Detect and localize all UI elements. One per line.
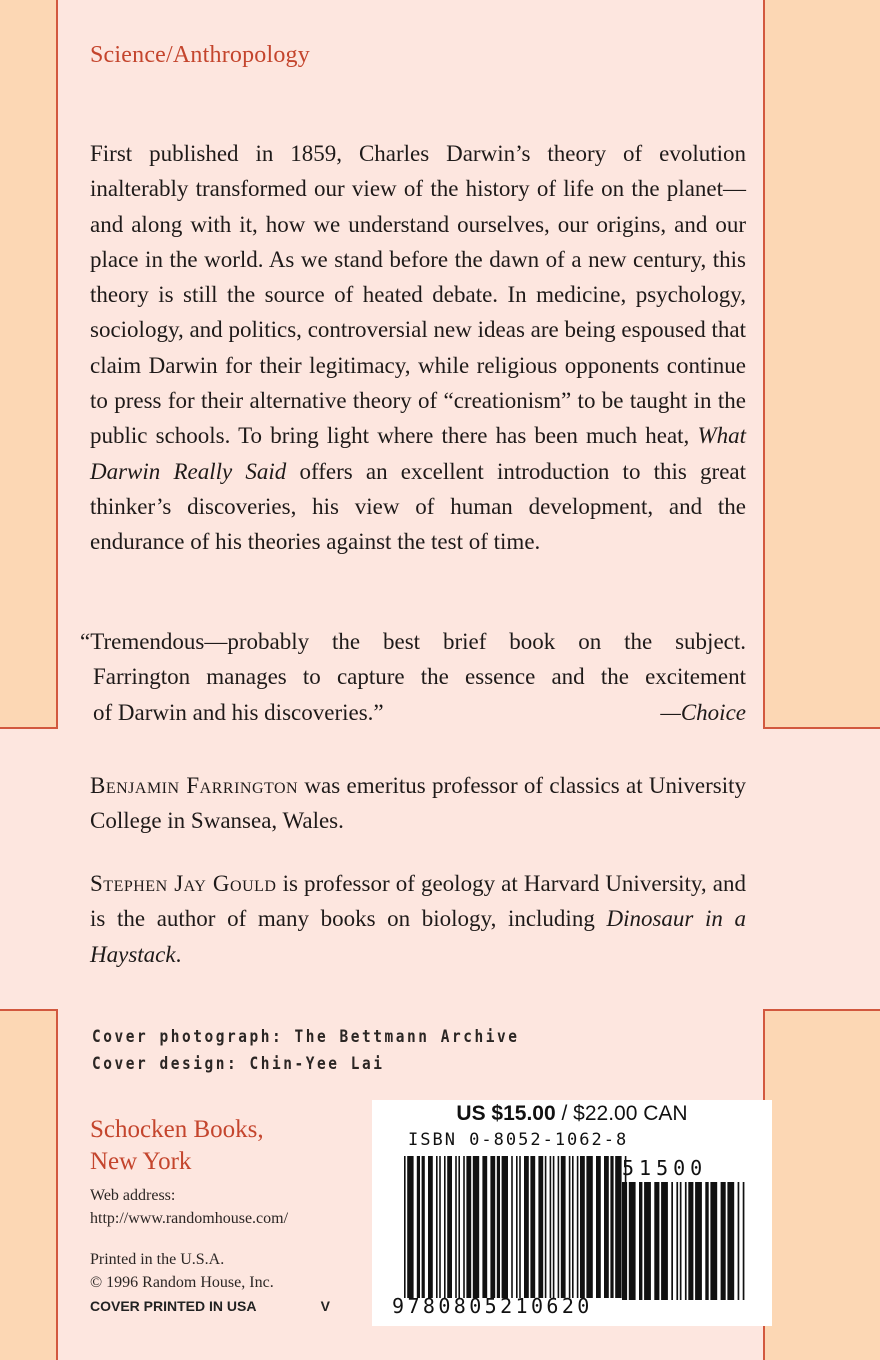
barcode-bar — [569, 1156, 571, 1298]
panel-top-left — [0, 0, 56, 728]
panel-bottom-left — [0, 1010, 56, 1360]
barcode-bar — [705, 1182, 708, 1300]
quote-line: “Tremendous—probably the best brief book on the subject. — [80, 629, 746, 654]
price — [372, 1102, 772, 1126]
isbn-number: ISBN 0-8052-1062-8 — [408, 1130, 629, 1150]
barcode-bar — [743, 1182, 745, 1300]
barcode-bar — [561, 1156, 566, 1298]
barcode-bar — [596, 1156, 601, 1298]
book-title-reference: Dinosaur in a Haystack — [90, 906, 746, 967]
blurb-text-after: offers an excellent introduction to this great thinker’s discoveries, his view of human development, and the endurance of his theories against the test of time. — [90, 458, 746, 555]
barcode-bar — [463, 1156, 465, 1298]
web-label: Web address: — [90, 1187, 176, 1204]
barcode-bar — [644, 1182, 651, 1300]
bio-gould — [90, 866, 746, 972]
cover-printed-mark: V — [320, 1298, 330, 1314]
bio-text: was emeritus professor of classics at University College in Swansea, Wales. — [90, 773, 747, 834]
barcode-bar — [404, 1156, 406, 1298]
barcode-bar — [676, 1182, 678, 1300]
rule-right-horizontal-bottom — [763, 1009, 880, 1011]
barcode-bar — [610, 1156, 613, 1298]
barcode-bar — [428, 1156, 433, 1298]
addon-barcode-icon — [622, 1182, 746, 1300]
rule-left-horizontal-bottom — [0, 1009, 58, 1011]
description-blurb — [90, 136, 746, 560]
barcode-bar — [458, 1156, 460, 1298]
barcode-bar — [671, 1182, 673, 1300]
barcode-bar — [550, 1156, 552, 1298]
barcode-bar — [466, 1156, 471, 1298]
review-quote — [80, 624, 746, 730]
quote-source: —Choice — [660, 699, 746, 725]
barcode-bar — [695, 1182, 702, 1300]
barcode-bar — [545, 1156, 547, 1298]
barcode-bar — [572, 1156, 574, 1298]
barcode-bar — [558, 1156, 560, 1298]
barcode-bar — [524, 1156, 529, 1298]
barcode-bar — [530, 1156, 535, 1298]
barcode-bar — [511, 1156, 513, 1298]
barcode-box — [372, 1100, 772, 1326]
barcode-bar — [661, 1182, 668, 1300]
barcode-bar — [436, 1156, 438, 1298]
panel-top-right — [765, 0, 880, 728]
cover-credits — [92, 1024, 519, 1078]
quote-last-line — [80, 695, 746, 730]
barcode-bar — [553, 1156, 555, 1298]
publisher-line: Schocken Books, — [90, 1116, 264, 1143]
publisher-name — [90, 1114, 264, 1178]
publisher-line: New York — [90, 1148, 192, 1175]
rule-right-horizontal-top — [763, 727, 880, 729]
barcode-bar — [447, 1156, 452, 1298]
bio-farrington — [90, 768, 746, 839]
author-name: Benjamin Farrington — [90, 773, 299, 798]
barcode-bar — [502, 1156, 508, 1298]
barcode-bar — [473, 1156, 479, 1298]
cover-printed-text: COVER PRINTED IN USA — [90, 1298, 257, 1314]
quote-line: of Darwin and his discoveries.” — [93, 699, 384, 725]
barcode-bar — [639, 1182, 642, 1300]
panel-bottom-right — [765, 1010, 880, 1360]
barcode-bar — [622, 1182, 627, 1300]
barcode-bar — [444, 1156, 446, 1298]
book-title: What Darwin Really Said — [90, 423, 746, 484]
barcode-bar — [654, 1182, 659, 1300]
barcode-bar — [727, 1182, 734, 1300]
quote-line: Farrington manages to capture the essence and the excitement — [93, 664, 746, 690]
rule-left-vertical-bottom — [56, 1010, 58, 1360]
barcode-bar — [490, 1156, 495, 1298]
barcode-bar — [538, 1156, 543, 1298]
barcode-bar — [422, 1156, 425, 1298]
rule-left-horizontal-top — [0, 727, 58, 729]
barcode-bar — [580, 1156, 585, 1298]
ean-digits: 9780805210620 — [392, 1294, 593, 1318]
barcode-bar — [586, 1156, 592, 1298]
barcode-bar — [721, 1182, 726, 1300]
printing-info — [90, 1248, 274, 1294]
barcode-bar — [482, 1156, 487, 1298]
barcode-bar — [615, 1156, 621, 1298]
author-name: Stephen Jay Gould — [90, 871, 277, 896]
photo-credit: Cover photograph: The Bettmann Archive — [92, 1027, 520, 1047]
barcode-bar — [629, 1182, 636, 1300]
genre-label: Science/Anthropology — [90, 42, 310, 68]
copyright: © 1996 Random House, Inc. — [90, 1274, 274, 1291]
rule-left-vertical-top — [56, 0, 58, 728]
barcode-bar — [417, 1156, 420, 1298]
addon-digits: 51500 — [622, 1156, 708, 1180]
ean-barcode-icon — [404, 1156, 630, 1298]
barcode-bar — [688, 1182, 693, 1300]
design-credit: Cover design: Chin-Yee Lai — [92, 1054, 385, 1074]
price-us: US $15.00 — [456, 1102, 556, 1125]
rule-right-vertical-top — [763, 0, 765, 728]
barcode-bar — [497, 1156, 500, 1298]
web-address — [90, 1184, 288, 1230]
barcode-bar — [685, 1182, 687, 1300]
barcode-bar — [710, 1182, 717, 1300]
cover-printed-note — [90, 1298, 330, 1314]
barcode-bar — [604, 1156, 609, 1298]
barcode-bar — [738, 1182, 740, 1300]
barcode-bar — [439, 1156, 441, 1298]
printed-country: Printed in the U.S.A. — [90, 1251, 225, 1268]
web-url: http://www.randomhouse.com/ — [90, 1210, 289, 1227]
bio-period: . — [175, 941, 182, 967]
price-can: $22.00 CAN — [573, 1102, 688, 1125]
blurb-text-before: First published in 1859, Charles Darwin’s theory of evolution inalterably transformed our view of the history of life on the planet—and along with it, how we understand ourselves, our origins, and our place in the world. As we stand before the dawn of a new century, this theory is still the source of heated debate. In medicine, psychology, sociology, and politics, controversial new ideas are being espoused that claim Darwin for their legitimacy, while religious opponents continue to press for their alternative theory of “creationism” to be taught in the public schools. To bring light where there has been much heat, — [90, 141, 746, 449]
barcode-bar — [577, 1156, 579, 1298]
barcode-bar — [516, 1156, 518, 1298]
price-separator: / — [555, 1102, 574, 1125]
bio-text: is professor of geology at Harvard University, and is the author of many books on biology, including — [90, 871, 746, 932]
barcode-bar — [519, 1156, 521, 1298]
barcode-bar — [455, 1156, 457, 1298]
barcode-bar — [407, 1156, 413, 1298]
barcode-bar — [680, 1182, 682, 1300]
